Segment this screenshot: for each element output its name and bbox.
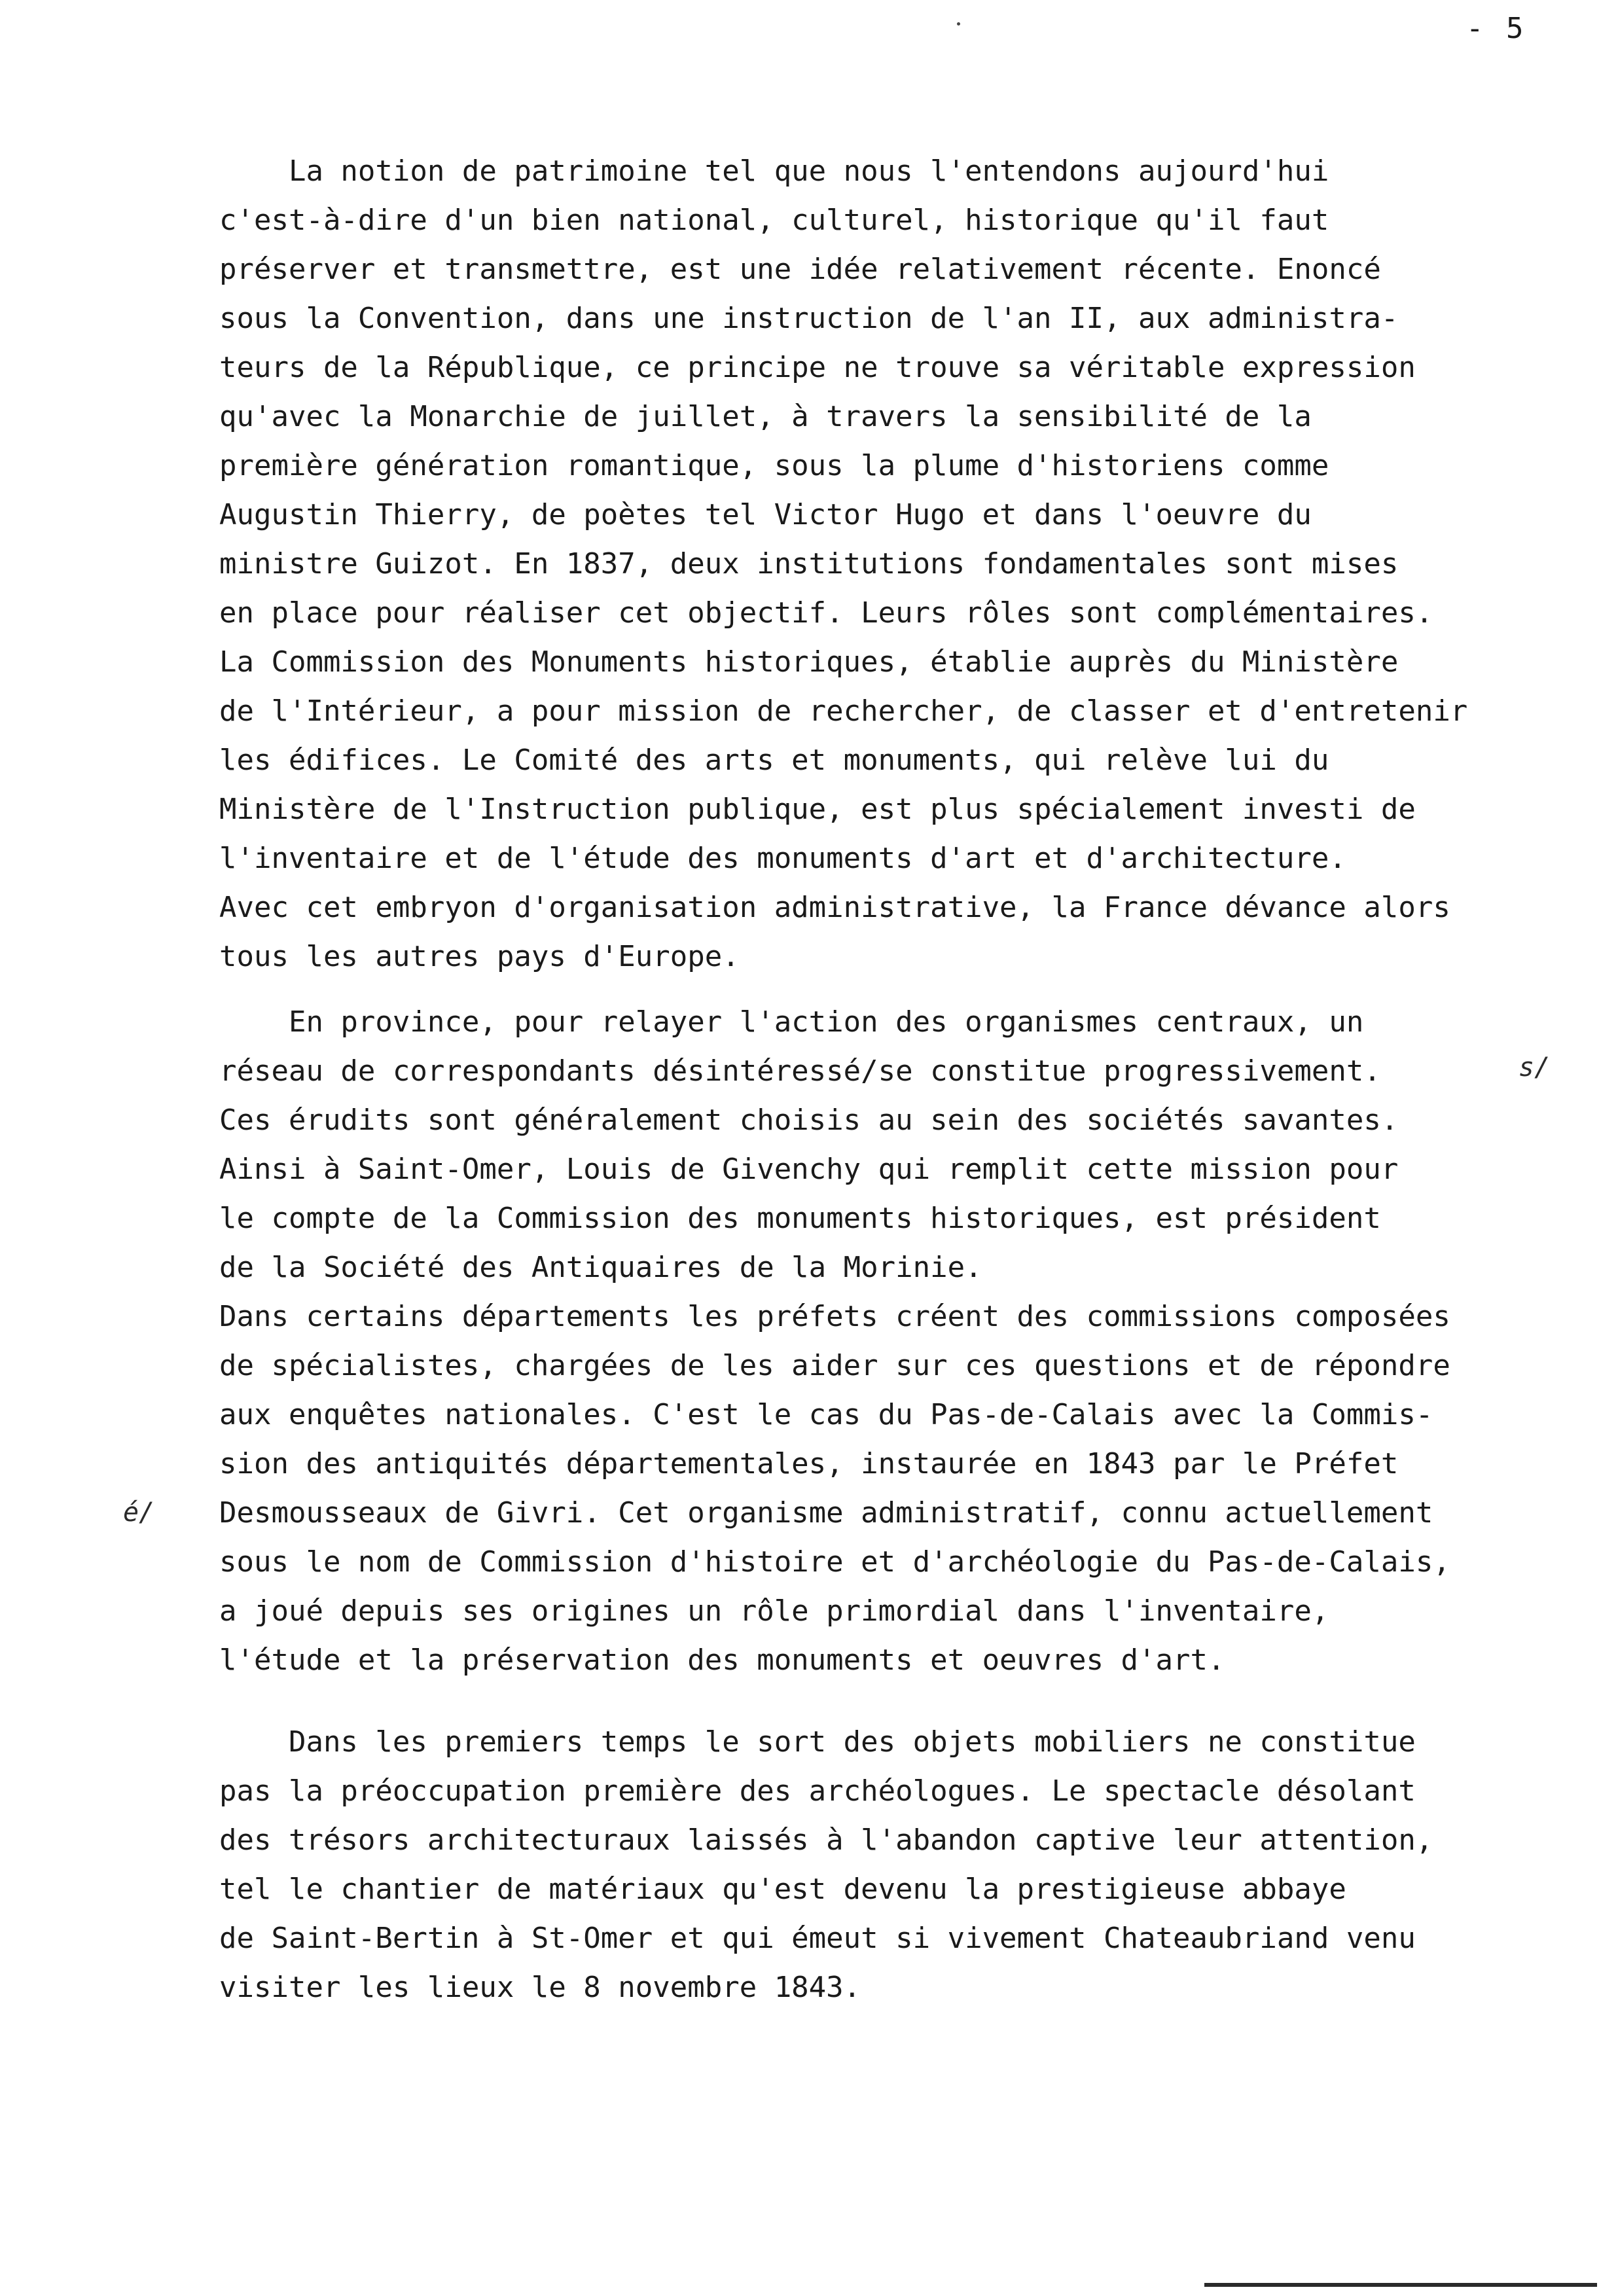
- text-line: réseau de correspondants désintéressé/se constitue progressivement.: [219, 1054, 1381, 1088]
- text-line: Ministère de l'Instruction publique, est plus spécialement investi de: [219, 793, 1416, 826]
- text-line: Desmousseaux de Givri. Cet organisme administratif, connu actuellement: [219, 1496, 1433, 1530]
- text-line: en place pour réaliser cet objectif. Leurs rôles sont complémentaires.: [219, 596, 1433, 630]
- scan-dot: [957, 22, 960, 26]
- text-line: de l'Intérieur, a pour mission de rechercher, de classer et d'entretenir: [219, 694, 1468, 728]
- margin-correction-right: s/: [1519, 1052, 1551, 1083]
- text-line: qu'avec la Monarchie de juillet, à travers la sensibilité de la: [219, 400, 1312, 433]
- page-number: - 5: [1466, 12, 1526, 45]
- text-line: En province, pour relayer l'action des organismes centraux, un: [219, 1005, 1364, 1039]
- text-line: de spécialistes, chargées de les aider sur ces questions et de répondre: [219, 1349, 1450, 1382]
- text-line: sous le nom de Commission d'histoire et d'archéologie du Pas-de-Calais,: [219, 1545, 1450, 1579]
- text-line: sion des antiquités départementales, instaurée en 1843 par le Préfet: [219, 1447, 1399, 1480]
- text-line: Dans certains départements les préfets créent des commissions composées: [219, 1300, 1450, 1333]
- text-line: des trésors architecturaux laissés à l'abandon captive leur attention,: [219, 1823, 1433, 1857]
- text-line: première génération romantique, sous la plume d'historiens comme: [219, 449, 1329, 482]
- text-line: Ainsi à Saint-Omer, Louis de Givenchy qui remplit cette mission pour: [219, 1153, 1399, 1186]
- text-line: de la Société des Antiquaires de la Morinie.: [219, 1251, 982, 1284]
- text-line: c'est-à-dire d'un bien national, culturel, historique qu'il faut: [219, 204, 1329, 237]
- text-line: de Saint-Bertin à St-Omer et qui émeut si vivement Chateaubriand venu: [219, 1922, 1416, 1955]
- text-line: a joué depuis ses origines un rôle primordial dans l'inventaire,: [219, 1594, 1329, 1628]
- text-line: les édifices. Le Comité des arts et monuments, qui relève lui du: [219, 744, 1329, 777]
- text-line: sous la Convention, dans une instruction de l'an II, aux administra-: [219, 302, 1399, 335]
- text-line: tel le chantier de matériaux qu'est devenu la prestigieuse abbaye: [219, 1873, 1346, 1906]
- text-line: ministre Guizot. En 1837, deux institutions fondamentales sont mises: [219, 547, 1399, 581]
- text-line: tous les autres pays d'Europe.: [219, 940, 740, 973]
- text-line: l'étude et la préservation des monuments et oeuvres d'art.: [219, 1643, 1225, 1677]
- text-line: teurs de la République, ce principe ne trouve sa véritable expression: [219, 351, 1416, 384]
- text-line: La notion de patrimoine tel que nous l'entendons aujourd'hui: [219, 154, 1329, 188]
- text-line: pas la préoccupation première des archéologues. Le spectacle désolant: [219, 1774, 1416, 1808]
- text-line: l'inventaire et de l'étude des monuments d'art et d'architecture.: [219, 842, 1346, 875]
- text-line: Dans les premiers temps le sort des objets mobiliers ne constitue: [219, 1725, 1416, 1759]
- text-line: Avec cet embryon d'organisation administrative, la France dévance alors: [219, 891, 1450, 924]
- bottom-rule: [1204, 2283, 1597, 2287]
- text-line: le compte de la Commission des monuments historiques, est président: [219, 1202, 1381, 1235]
- margin-correction-left: é/: [123, 1498, 155, 1528]
- text-line: Ces érudits sont généralement choisis au sein des sociétés savantes.: [219, 1103, 1399, 1137]
- text-line: Augustin Thierry, de poètes tel Victor Hugo et dans l'oeuvre du: [219, 498, 1312, 531]
- text-line: préserver et transmettre, est une idée relativement récente. Enoncé: [219, 253, 1381, 286]
- text-line: La Commission des Monuments historiques, établie auprès du Ministère: [219, 645, 1399, 679]
- text-line: aux enquêtes nationales. C'est le cas du Pas-de-Calais avec la Commis-: [219, 1398, 1433, 1431]
- text-line: visiter les lieux le 8 novembre 1843.: [219, 1971, 861, 2004]
